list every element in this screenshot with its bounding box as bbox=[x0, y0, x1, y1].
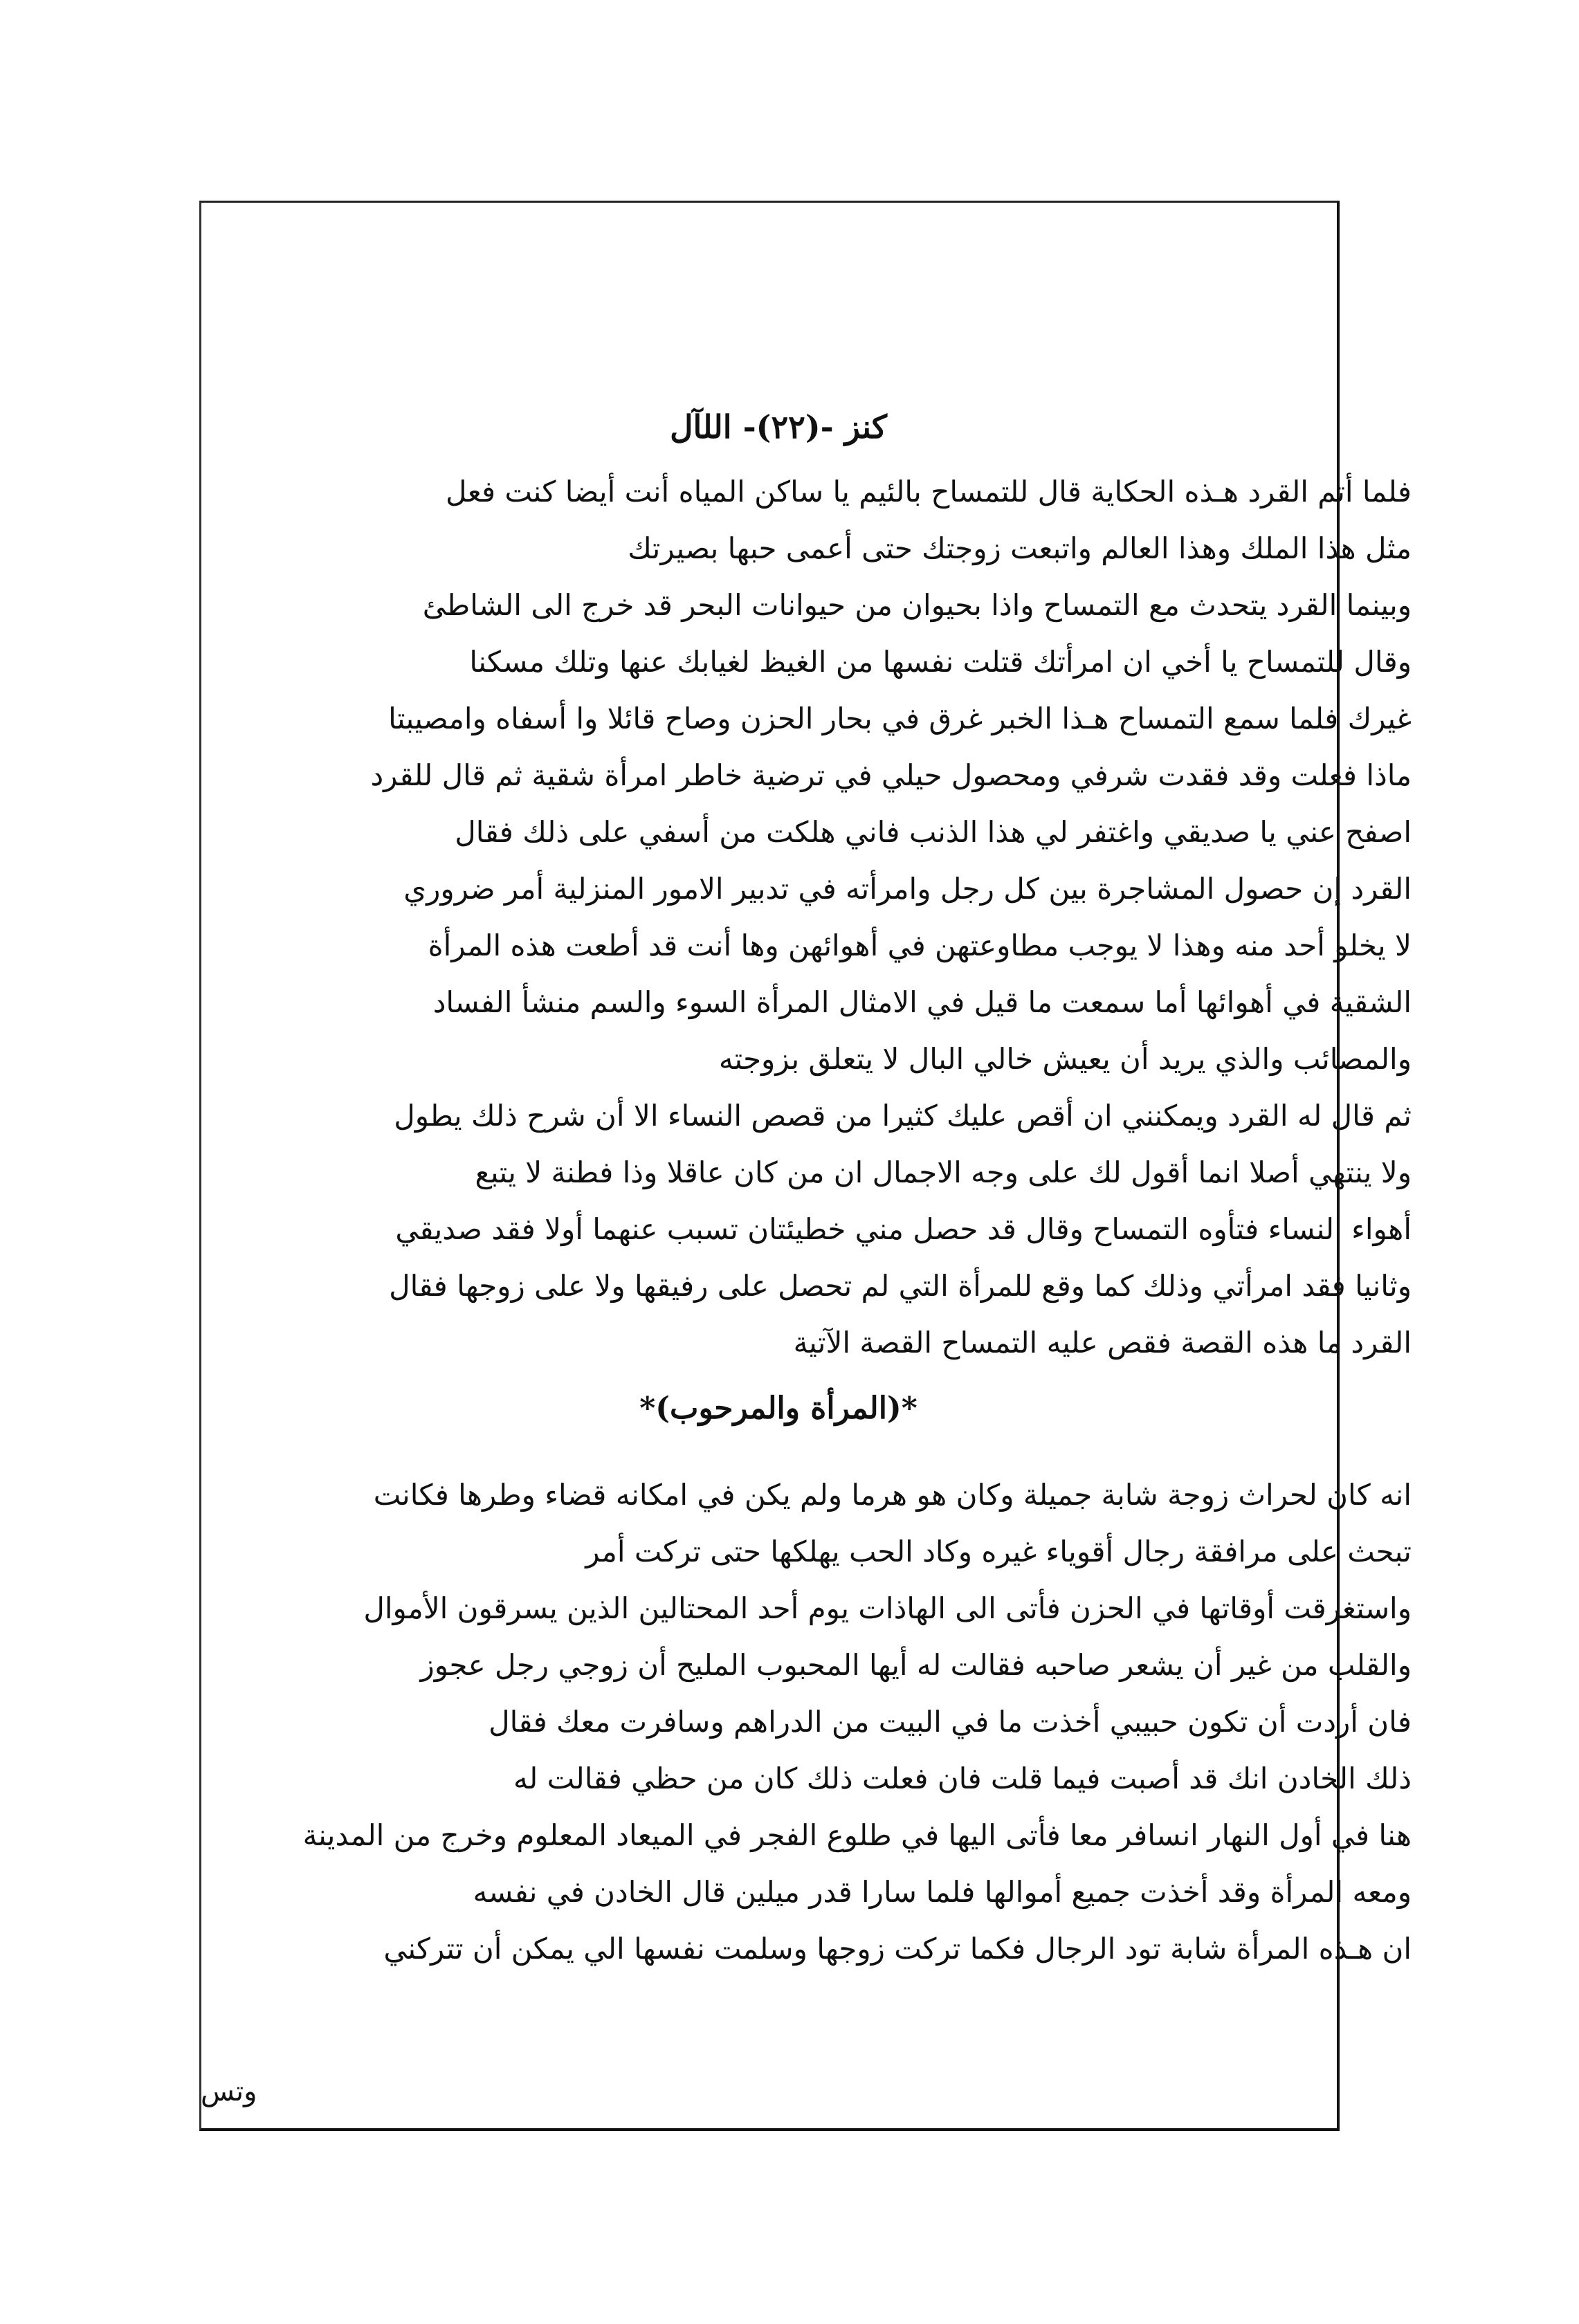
text-line: ذلك الخادن انك قد أصبت فيما قلت فان فعلت ذلك كان من حظي فقالت له bbox=[513, 1762, 1412, 1795]
text-fragment: وتس bbox=[201, 2076, 257, 2107]
text-line: غيرك فلما سمع التمساح هـذا الخبر غرق في بحار الحزن وصاح قائلا وا أسفاه وامصيبتا bbox=[388, 702, 1412, 735]
text-line: وبينما القرد يتحدث مع التمساح واذا بحيوان من حيوانات البحر قد خرج الى الشاطئ bbox=[422, 588, 1412, 622]
text-line: ومعه المرأة وقد أخذت جميع أموالها فلما سارا قدر ميلين قال الخادن في نفسه bbox=[473, 1875, 1412, 1909]
text-line: ولا ينتهي أصلا انما أقول لك على وجه الاجمال ان من كان عاقلا وذا فطنة لا يتبع bbox=[475, 1155, 1412, 1189]
text-line: ثم قال له القرد ويمكنني ان أقص عليك كثيرا من قصص النساء الا أن شرح ذلك يطول bbox=[394, 1099, 1412, 1133]
text-line: هنا في أول النهار انسافر معا فأتى اليها في طلوع الفجر في الميعاد المعلوم وخرج من المدينة bbox=[302, 1818, 1412, 1852]
text-line: فان أردت أن تكون حبيبي أخذت ما في البيت من الدراهم وسافرت معك فقال bbox=[489, 1705, 1412, 1739]
page-header: كنز -(٢٢)- اللآل bbox=[670, 408, 887, 446]
text-line: اصفح عني يا صديقي واغتفر لي هذا الذنب فاني هلكت من أسفي على ذلك فقال bbox=[455, 815, 1412, 849]
text-line: وثانيا فقد امرأتي وذلك كما وقع للمرأة التي لم تحصل على رفيقها ولا على زوجها فقال bbox=[389, 1269, 1412, 1303]
text-line: انه كان لحراث زوجة شابة جميلة وكان هو هرما ولم يكن في امكانه قضاء وطرها فكانت bbox=[373, 1478, 1412, 1512]
story-subtitle: *(المرأة والمرحوب)* bbox=[639, 1391, 918, 1426]
text-line: وقال للتمساح يا أخي ان امرأتك قتلت نفسها من الغيظ لغيابك عنها وتلك مسكنا bbox=[469, 645, 1412, 679]
text-line: مثل هذا الملك وهذا العالم واتبعت زوجتك حتى أعمى حبها بصيرتك bbox=[628, 531, 1412, 565]
text-block-upper bbox=[201, 464, 1412, 1371]
text-line: ماذا فعلت وقد فقدت شرفي ومحصول حيلي في ترضية خاطر امرأة شقية ثم قال للقرد bbox=[370, 758, 1412, 792]
text-line: والقلب من غير أن يشعر صاحبه فقالت له أيها المحبوب المليح أن زوجي رجل عجوز bbox=[420, 1648, 1412, 1682]
text-line: والمصائب والذي يريد أن يعيش خالي البال لا يتعلق بزوجته bbox=[718, 1042, 1412, 1076]
text-block-lower bbox=[201, 1467, 1412, 1977]
text-line: أهواء النساء فتأوه التمساح وقال قد حصل مني خطيئتان تسبب عنهما أولا فقد صديقي bbox=[395, 1212, 1412, 1246]
text-line: ان هـذه المرأة شابة تود الرجال فكما تركت زوجها وسلمت نفسها الي يمكن أن تتركني bbox=[383, 1932, 1412, 1966]
text-line: واستغرقت أوقاتها في الحزن فأتى الى الهاذات يوم أحد المحتالين الذين يسرقون الأموال bbox=[363, 1591, 1412, 1625]
text-line: القرد ما هذه القصة فقص عليه التمساح القصة الآتية bbox=[793, 1326, 1412, 1360]
text-line: فلما أتم القرد هـذه الحكاية قال للتمساح بالئيم يا ساكن المياه أنت أيضا كنت فعل bbox=[445, 475, 1412, 509]
text-line: الشقية في أهوائها أما سمعت ما قيل في الامثال المرأة السوء والسم منشأ الفساد bbox=[432, 985, 1412, 1019]
text-line: لا يخلو أحد منه وهذا لا يوجب مطاوعتهن في أهوائهن وها أنت قد أطعت هذه المرأة bbox=[428, 928, 1412, 962]
text-line: القرد إن حصول المشاجرة بين كل رجل وامرأته في تدبير الامور المنزلية أمر ضروري bbox=[403, 872, 1412, 906]
text-line: تبحث على مرافقة رجال أقوياء غيره وكاد الحب يهلكها حتى تركت أمر bbox=[585, 1535, 1412, 1568]
